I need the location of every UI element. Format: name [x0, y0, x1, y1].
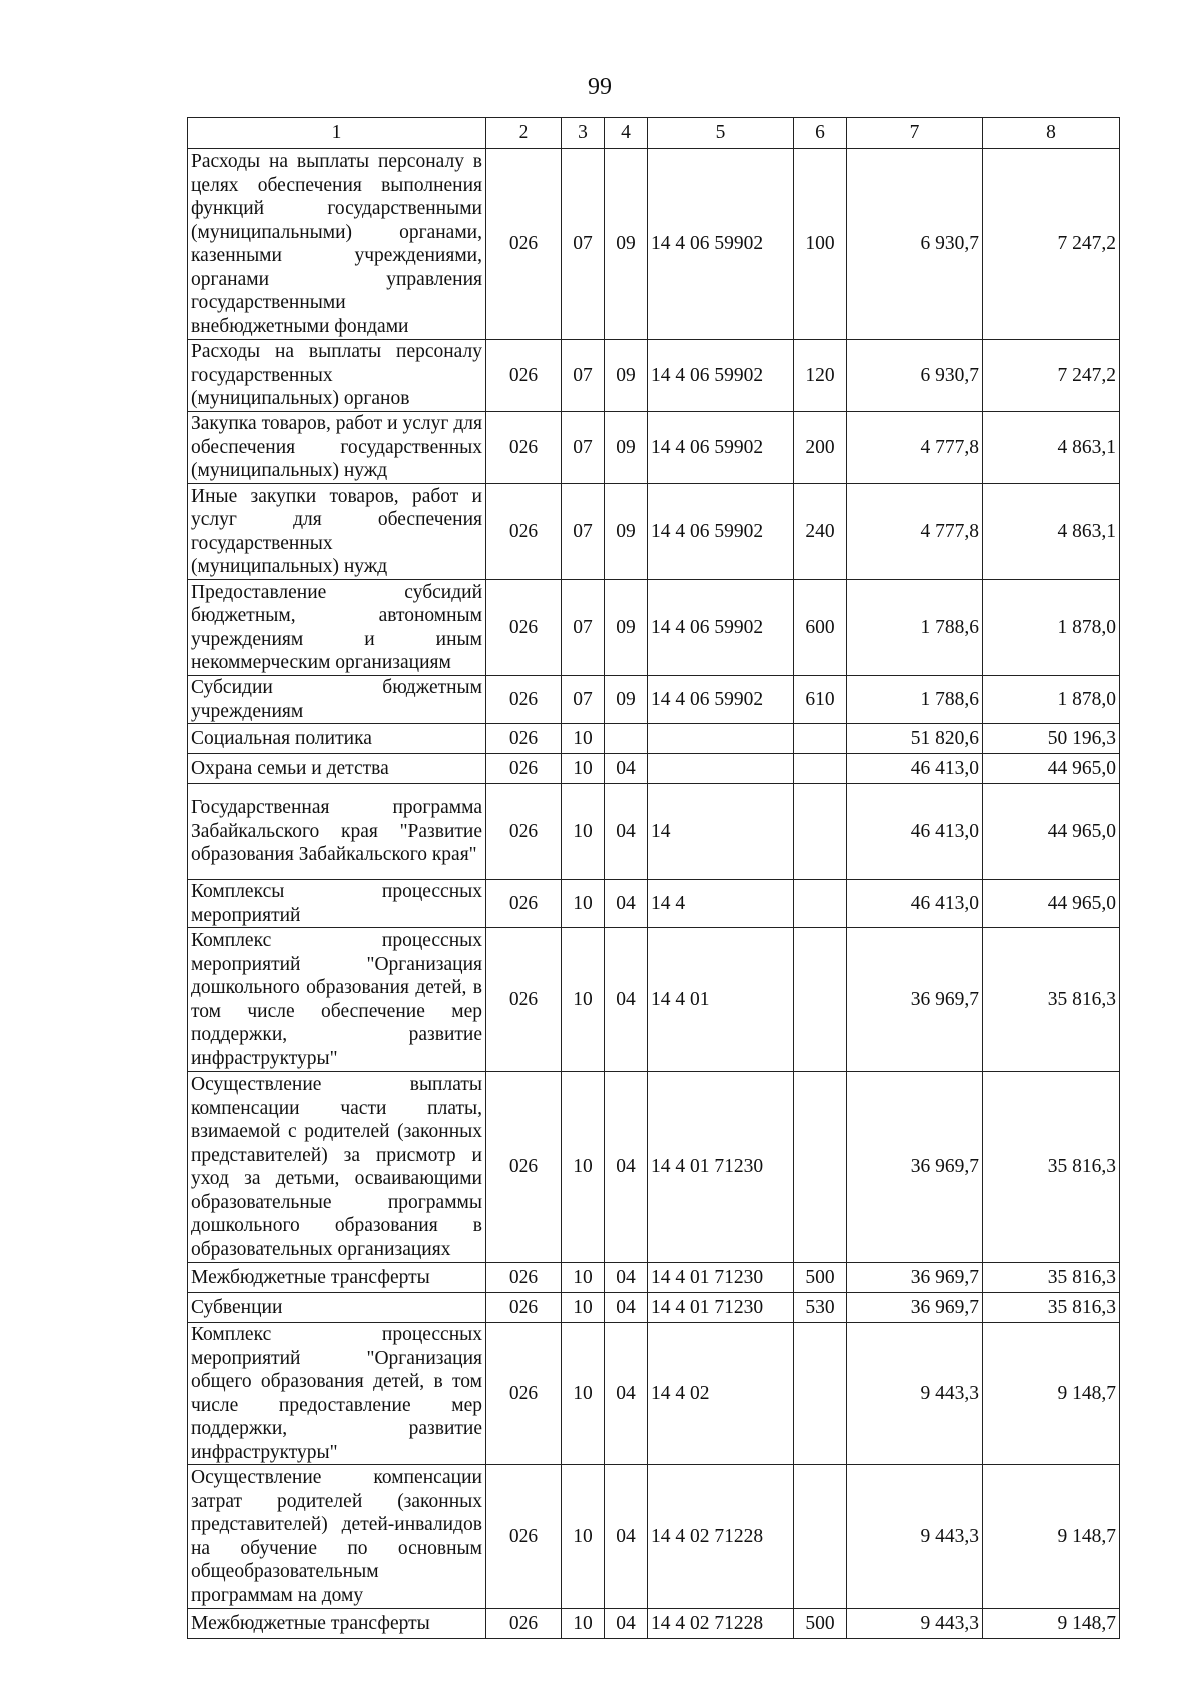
amount-cell: 1 878,0 — [983, 580, 1120, 676]
subsection-cell: 09 — [605, 149, 648, 340]
column-header: 6 — [794, 118, 847, 149]
subsection-cell: 04 — [605, 754, 648, 784]
column-header: 1 — [188, 118, 486, 149]
table-header — [188, 118, 1120, 149]
row-name-cell: Субвенции — [188, 1293, 486, 1323]
section-cell: 07 — [562, 149, 605, 340]
amount-cell: 1 788,6 — [847, 580, 983, 676]
expense-type-cell — [794, 754, 847, 784]
table-row — [188, 1072, 1120, 1263]
row-name-cell: Государственная программа Забайкальского края "Развитие образования Забайкальского края" — [188, 784, 486, 880]
target-article-cell: 14 4 01 71230 — [648, 1072, 794, 1263]
amount-cell: 9 148,7 — [983, 1465, 1120, 1609]
expense-type-cell — [794, 928, 847, 1072]
amount-cell: 6 930,7 — [847, 340, 983, 412]
subsection-cell: 04 — [605, 1465, 648, 1609]
amount-cell: 36 969,7 — [847, 1072, 983, 1263]
admin-code-cell: 026 — [486, 412, 562, 484]
section-cell: 10 — [562, 784, 605, 880]
table-row — [188, 676, 1120, 724]
expense-type-cell: 530 — [794, 1293, 847, 1323]
amount-cell: 6 930,7 — [847, 149, 983, 340]
target-article-cell: 14 4 06 59902 — [648, 340, 794, 412]
expense-type-cell: 120 — [794, 340, 847, 412]
column-header: 7 — [847, 118, 983, 149]
row-name-cell: Осуществление выплаты компенсации части платы, взимаемой с родителей (законных представителей) за присмотр и уход за детьми, осваивающими образовательные программы дошкольного образования в образовательных организациях — [188, 1072, 486, 1263]
row-name-cell: Межбюджетные трансферты — [188, 1263, 486, 1293]
row-name-cell: Закупка товаров, работ и услуг для обеспечения государственных (муниципальных) нужд — [188, 412, 486, 484]
table-row — [188, 149, 1120, 340]
section-cell: 10 — [562, 1263, 605, 1293]
row-name-cell: Предоставление субсидий бюджетным, автономным учреждениям и иным некоммерческим организациям — [188, 580, 486, 676]
section-cell: 10 — [562, 1293, 605, 1323]
header-row — [188, 118, 1120, 149]
subsection-cell: 09 — [605, 676, 648, 724]
admin-code-cell: 026 — [486, 724, 562, 754]
subsection-cell: 04 — [605, 784, 648, 880]
row-name-cell: Иные закупки товаров, работ и услуг для обеспечения государственных (муниципальных) нужд — [188, 484, 486, 580]
table-row — [188, 784, 1120, 880]
target-article-cell: 14 4 — [648, 880, 794, 928]
row-name-cell: Комплексы процессных мероприятий — [188, 880, 486, 928]
subsection-cell: 04 — [605, 1263, 648, 1293]
target-article-cell: 14 4 01 71230 — [648, 1263, 794, 1293]
section-cell: 07 — [562, 412, 605, 484]
expense-type-cell — [794, 880, 847, 928]
section-cell: 10 — [562, 754, 605, 784]
amount-cell: 4 863,1 — [983, 484, 1120, 580]
row-name-cell: Комплекс процессных мероприятий "Организация общего образования детей, в том числе предоставление мер поддержки, развитие инфраструктуры" — [188, 1323, 486, 1465]
row-name-cell: Осуществление компенсации затрат родителей (законных представителей) детей-инвалидов на обучение по основным общеобразовательным программам на дому — [188, 1465, 486, 1609]
subsection-cell: 04 — [605, 1072, 648, 1263]
amount-cell: 7 247,2 — [983, 340, 1120, 412]
table-row — [188, 1609, 1120, 1639]
table-body — [188, 149, 1120, 1639]
table-row — [188, 880, 1120, 928]
section-cell: 10 — [562, 724, 605, 754]
amount-cell: 1 878,0 — [983, 676, 1120, 724]
amount-cell: 4 863,1 — [983, 412, 1120, 484]
amount-cell: 46 413,0 — [847, 784, 983, 880]
row-name-cell: Субсидии бюджетным учреждениям — [188, 676, 486, 724]
target-article-cell: 14 — [648, 784, 794, 880]
subsection-cell: 09 — [605, 412, 648, 484]
section-cell: 10 — [562, 1072, 605, 1263]
subsection-cell: 04 — [605, 880, 648, 928]
expense-type-cell: 500 — [794, 1609, 847, 1639]
admin-code-cell: 026 — [486, 676, 562, 724]
target-article-cell: 14 4 06 59902 — [648, 149, 794, 340]
expense-type-cell: 240 — [794, 484, 847, 580]
table-row — [188, 724, 1120, 754]
table-row — [188, 340, 1120, 412]
expense-type-cell: 600 — [794, 580, 847, 676]
table-row — [188, 1323, 1120, 1465]
expense-type-cell: 500 — [794, 1263, 847, 1293]
expense-type-cell — [794, 1323, 847, 1465]
admin-code-cell: 026 — [486, 880, 562, 928]
amount-cell: 51 820,6 — [847, 724, 983, 754]
section-cell: 10 — [562, 1609, 605, 1639]
admin-code-cell: 026 — [486, 1323, 562, 1465]
section-cell: 10 — [562, 880, 605, 928]
row-name-cell: Межбюджетные трансферты — [188, 1609, 486, 1639]
admin-code-cell: 026 — [486, 928, 562, 1072]
amount-cell: 9 443,3 — [847, 1323, 983, 1465]
admin-code-cell: 026 — [486, 754, 562, 784]
admin-code-cell: 026 — [486, 340, 562, 412]
expense-type-cell — [794, 784, 847, 880]
section-cell: 07 — [562, 580, 605, 676]
amount-cell: 36 969,7 — [847, 928, 983, 1072]
expense-type-cell: 610 — [794, 676, 847, 724]
table-row — [188, 1465, 1120, 1609]
column-header: 2 — [486, 118, 562, 149]
amount-cell: 1 788,6 — [847, 676, 983, 724]
table-row — [188, 754, 1120, 784]
subsection-cell — [605, 724, 648, 754]
expense-type-cell: 200 — [794, 412, 847, 484]
amount-cell: 36 969,7 — [847, 1263, 983, 1293]
amount-cell: 9 443,3 — [847, 1609, 983, 1639]
row-name-cell: Социальная политика — [188, 724, 486, 754]
amount-cell: 36 969,7 — [847, 1293, 983, 1323]
subsection-cell: 04 — [605, 928, 648, 1072]
subsection-cell: 04 — [605, 1323, 648, 1465]
column-header: 5 — [648, 118, 794, 149]
row-name-cell: Охрана семьи и детства — [188, 754, 486, 784]
target-article-cell: 14 4 02 — [648, 1323, 794, 1465]
section-cell: 07 — [562, 340, 605, 412]
target-article-cell: 14 4 06 59902 — [648, 580, 794, 676]
admin-code-cell: 026 — [486, 1465, 562, 1609]
admin-code-cell: 026 — [486, 484, 562, 580]
target-article-cell: 14 4 06 59902 — [648, 484, 794, 580]
row-name-cell: Расходы на выплаты персоналу государственных (муниципальных) органов — [188, 340, 486, 412]
target-article-cell: 14 4 02 71228 — [648, 1465, 794, 1609]
target-article-cell: 14 4 06 59902 — [648, 676, 794, 724]
admin-code-cell: 026 — [486, 784, 562, 880]
target-article-cell: 14 4 06 59902 — [648, 412, 794, 484]
amount-cell: 9 443,3 — [847, 1465, 983, 1609]
expense-type-cell: 100 — [794, 149, 847, 340]
table-row — [188, 412, 1120, 484]
amount-cell: 35 816,3 — [983, 928, 1120, 1072]
section-cell: 10 — [562, 1323, 605, 1465]
admin-code-cell: 026 — [486, 1609, 562, 1639]
target-article-cell: 14 4 02 71228 — [648, 1609, 794, 1639]
budget-table — [187, 117, 1120, 1639]
subsection-cell: 09 — [605, 484, 648, 580]
row-name-cell: Расходы на выплаты персоналу в целях обеспечения выполнения функций государственными (муниципальными) органами, казенными учреждениями, органами управления государственными внебюджетными фондами — [188, 149, 486, 340]
admin-code-cell: 026 — [486, 149, 562, 340]
amount-cell: 9 148,7 — [983, 1609, 1120, 1639]
target-article-cell — [648, 754, 794, 784]
amount-cell: 46 413,0 — [847, 880, 983, 928]
subsection-cell: 09 — [605, 340, 648, 412]
amount-cell: 44 965,0 — [983, 880, 1120, 928]
amount-cell: 35 816,3 — [983, 1072, 1120, 1263]
expense-type-cell — [794, 1465, 847, 1609]
table-row — [188, 580, 1120, 676]
amount-cell: 4 777,8 — [847, 484, 983, 580]
subsection-cell: 04 — [605, 1293, 648, 1323]
amount-cell: 35 816,3 — [983, 1293, 1120, 1323]
table-row — [188, 928, 1120, 1072]
amount-cell: 7 247,2 — [983, 149, 1120, 340]
column-header: 3 — [562, 118, 605, 149]
section-cell: 10 — [562, 928, 605, 1072]
target-article-cell: 14 4 01 — [648, 928, 794, 1072]
target-article-cell: 14 4 01 71230 — [648, 1293, 794, 1323]
section-cell: 10 — [562, 1465, 605, 1609]
amount-cell: 50 196,3 — [983, 724, 1120, 754]
table-row — [188, 1263, 1120, 1293]
amount-cell: 44 965,0 — [983, 754, 1120, 784]
subsection-cell: 09 — [605, 580, 648, 676]
admin-code-cell: 026 — [486, 580, 562, 676]
admin-code-cell: 026 — [486, 1293, 562, 1323]
column-header: 4 — [605, 118, 648, 149]
amount-cell: 9 148,7 — [983, 1323, 1120, 1465]
section-cell: 07 — [562, 484, 605, 580]
admin-code-cell: 026 — [486, 1263, 562, 1293]
admin-code-cell: 026 — [486, 1072, 562, 1263]
section-cell: 07 — [562, 676, 605, 724]
amount-cell: 35 816,3 — [983, 1263, 1120, 1293]
expense-type-cell — [794, 1072, 847, 1263]
amount-cell: 46 413,0 — [847, 754, 983, 784]
target-article-cell — [648, 724, 794, 754]
column-header: 8 — [983, 118, 1120, 149]
amount-cell: 4 777,8 — [847, 412, 983, 484]
subsection-cell: 04 — [605, 1609, 648, 1639]
row-name-cell: Комплекс процессных мероприятий "Организация дошкольного образования детей, в том числе обеспечение мер поддержки, развитие инфраструктуры" — [188, 928, 486, 1072]
table-row — [188, 1293, 1120, 1323]
table-row — [188, 484, 1120, 580]
page-number: 99 — [588, 74, 612, 100]
amount-cell: 44 965,0 — [983, 784, 1120, 880]
expense-type-cell — [794, 724, 847, 754]
